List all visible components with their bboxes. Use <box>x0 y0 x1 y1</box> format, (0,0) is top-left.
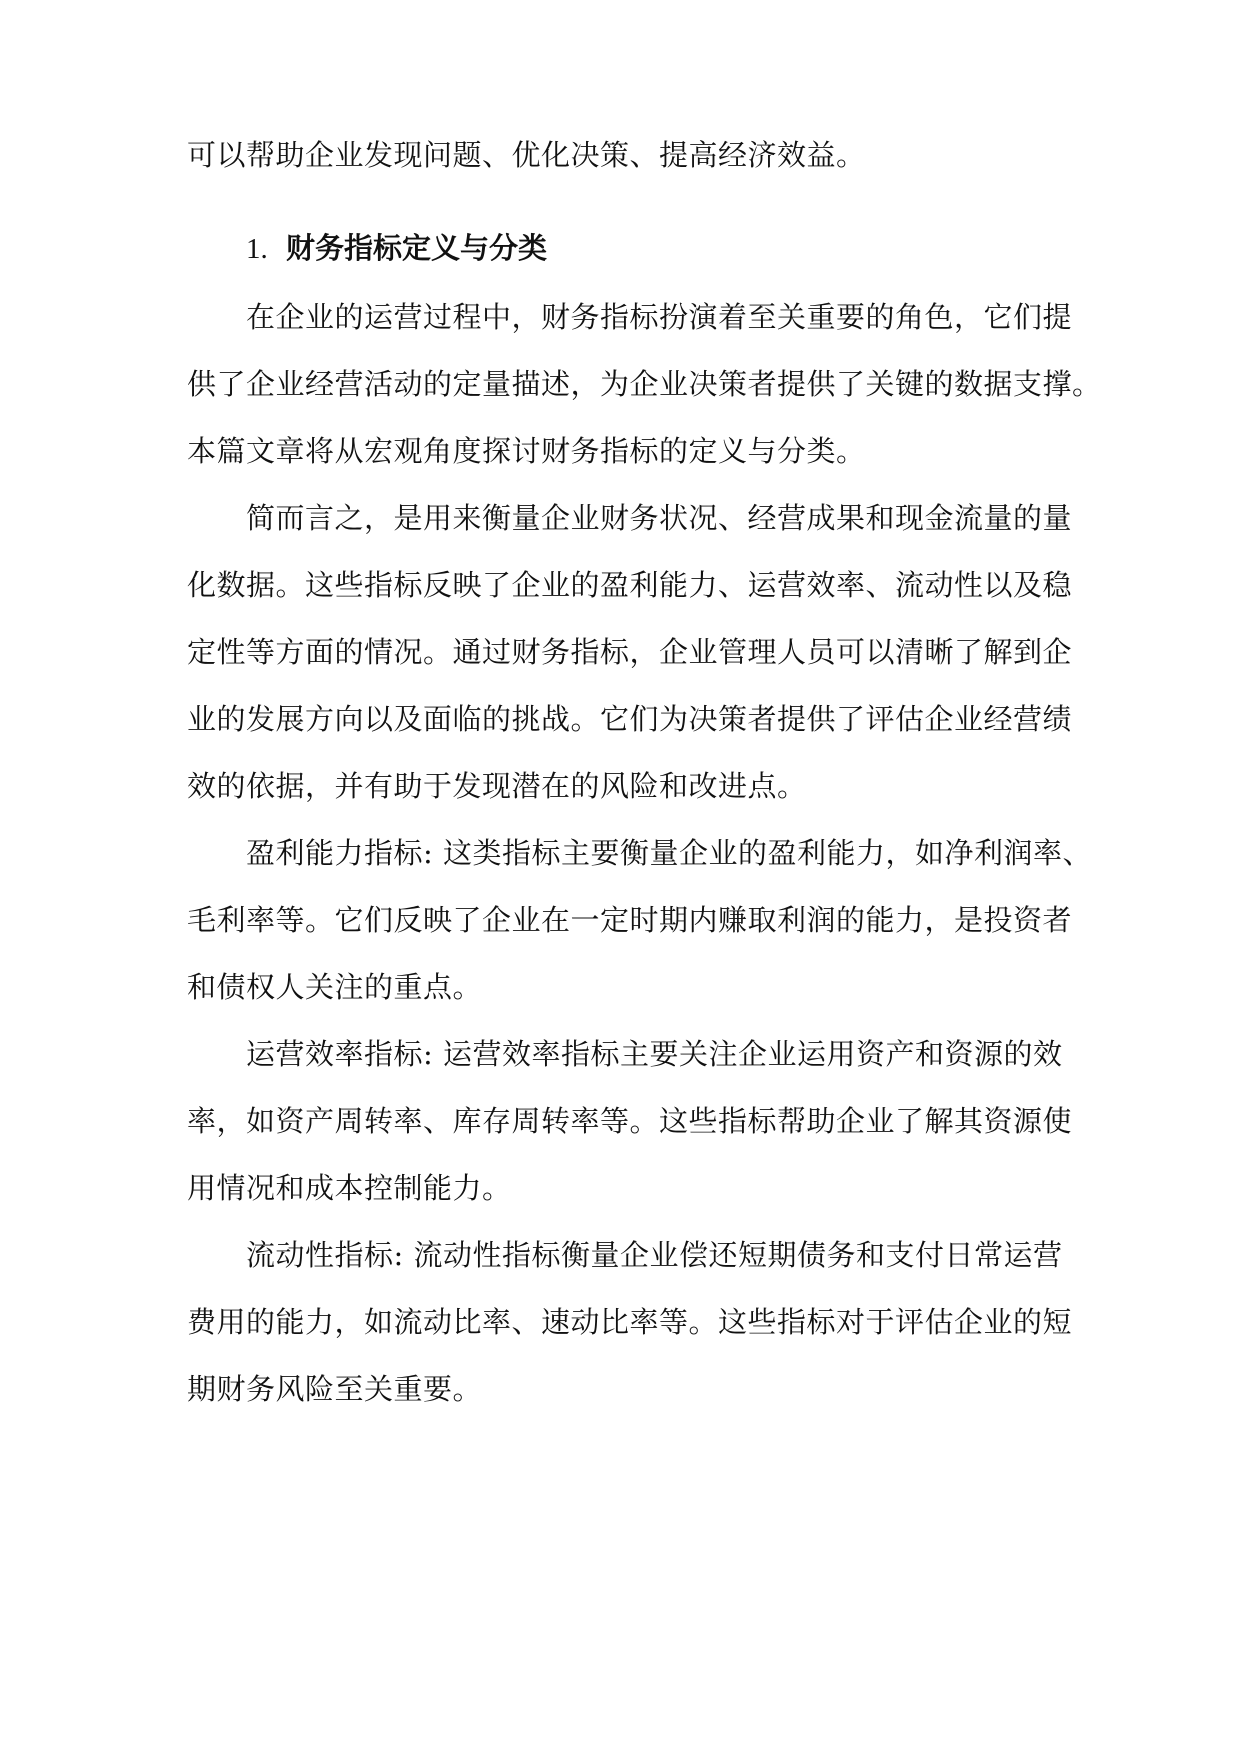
paragraph-line: 运营效率指标: 运营效率指标主要关注企业运用资产和资源的效 <box>246 1037 1063 1071</box>
section-title: 财务指标定义与分类 <box>286 231 548 265</box>
paragraph-line: 在企业的运营过程中，财务指标扮演着至关重要的角色，它们提 <box>246 300 1073 334</box>
paragraph-line: 简而言之，是用来衡量企业财务状况、经营成果和现金流量的量 <box>246 501 1073 535</box>
paragraph-line: 定性等方面的情况。通过财务指标，企业管理人员可以清晰了解到企 <box>187 635 1073 669</box>
section-heading <box>246 228 547 268</box>
paragraph-line: 期财务风险至关重要。 <box>187 1372 483 1406</box>
paragraph-line: 业的发展方向以及面临的挑战。它们为决策者提供了评估企业经营绩 <box>187 702 1073 736</box>
paragraph-line: 用情况和成本控制能力。 <box>187 1171 512 1205</box>
paragraph-line: 化数据。这些指标反映了企业的盈利能力、运营效率、流动性以及稳 <box>187 568 1073 602</box>
paragraph-line: 毛利率等。它们反映了企业在一定时期内赚取利润的能力，是投资者 <box>187 903 1073 937</box>
paragraph-line: 供了企业经营活动的定量描述，为企业决策者提供了关键的数据支撑。 <box>187 367 1102 401</box>
paragraph-line: 本篇文章将从宏观角度探讨财务指标的定义与分类。 <box>187 434 866 468</box>
paragraph-line: 效的依据，并有助于发现潜在的风险和改进点。 <box>187 769 807 803</box>
paragraph-line: 盈利能力指标: 这类指标主要衡量企业的盈利能力，如净利润率、 <box>246 836 1092 870</box>
paragraph-line: 和债权人关注的重点。 <box>187 970 483 1004</box>
paragraph-line: 率，如资产周转率、库存周转率等。这些指标帮助企业了解其资源使 <box>187 1104 1073 1138</box>
paragraph-line: 费用的能力，如流动比率、速动比率等。这些指标对于评估企业的短 <box>187 1305 1073 1339</box>
intro-line: 可以帮助企业发现问题、优化决策、提高经济效益。 <box>187 138 866 172</box>
paragraph-line: 流动性指标: 流动性指标衡量企业偿还短期债务和支付日常运营 <box>246 1238 1063 1272</box>
section-number: 1. <box>246 233 268 265</box>
